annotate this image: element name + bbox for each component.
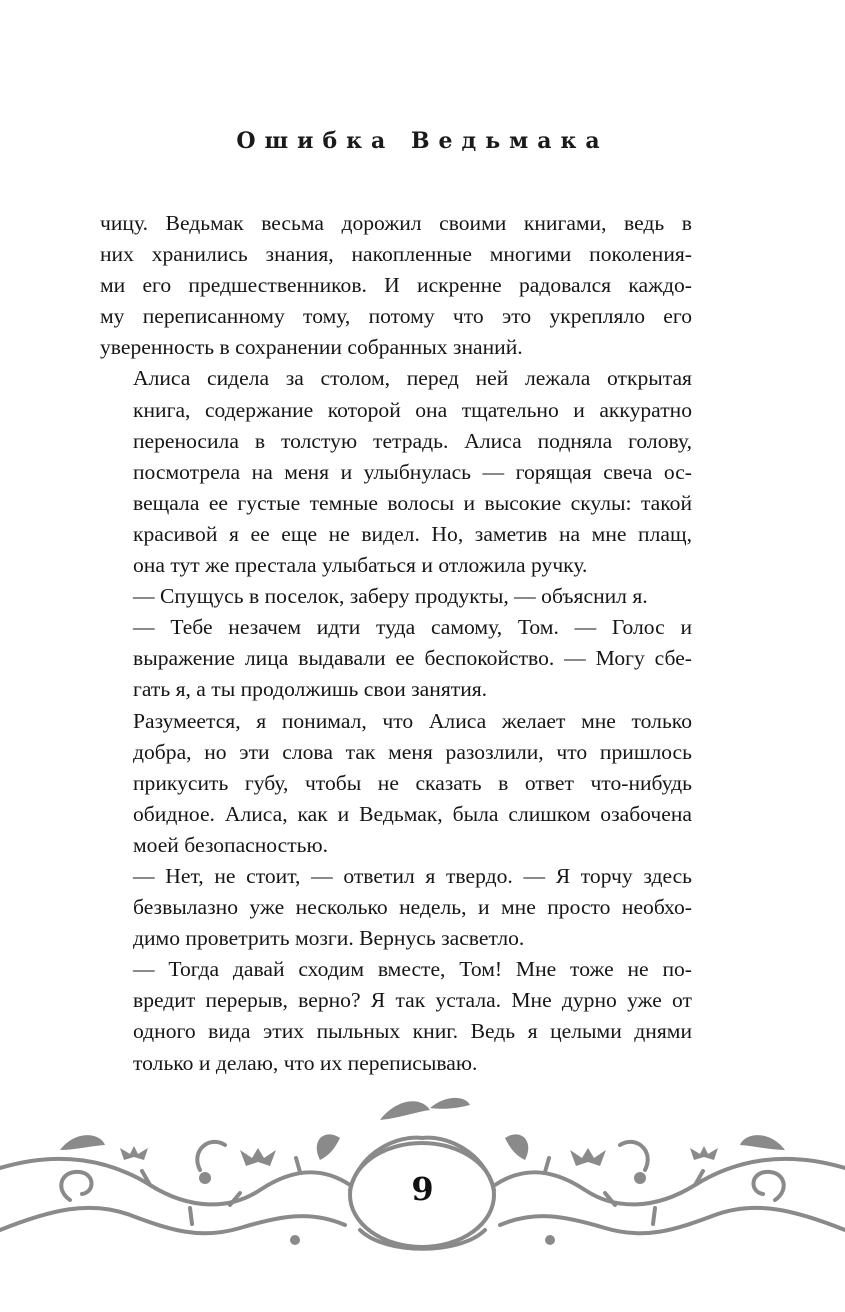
- text-line: Алиса сидела за столом, перед ней лежала открытая: [133, 366, 692, 391]
- paragraph: [100, 363, 692, 581]
- paragraph: [100, 706, 692, 861]
- paragraph: [100, 612, 692, 705]
- text-line: уверенность в сохранении собранных знаний.: [100, 335, 523, 360]
- text-line: безвылазно уже несколько недель, и мне просто необхо-: [133, 895, 692, 920]
- text-line: чицу. Ведьмак весьма дорожил своими книгами, ведь в: [100, 211, 692, 235]
- paragraph: [100, 208, 692, 363]
- paragraph: [100, 954, 692, 1078]
- text-line: му переписанному тому, потому что это укрепляло его: [100, 304, 692, 329]
- text-line: обидное. Алиса, как и Ведьмак, была слишком озабочена: [133, 801, 692, 826]
- text-line: моей безопасностью.: [133, 832, 329, 857]
- paragraph: [100, 861, 692, 954]
- text-line: одного вида этих пыльных книг. Ведь я целыми днями: [133, 1019, 692, 1044]
- paragraph: [100, 581, 692, 612]
- text-line: — Тогда давай сходим вместе, Том! Мне тоже не по-: [133, 957, 692, 982]
- text-line: книга, содержание которой она тщательно и аккуратно: [133, 397, 692, 422]
- text-line: вещала ее густые темные волосы и высокие скулы: такой: [133, 490, 692, 515]
- body-text: [100, 208, 692, 1079]
- text-line: красивой я ее еще не видел. Но, заметив на мне плащ,: [133, 521, 692, 546]
- text-line: вредит перерыв, верно? Я так устала. Мне дурно уже от: [133, 988, 692, 1013]
- text-line: — Тебе незачем идти туда самому, Том. — Голос и: [133, 615, 692, 640]
- text-line: димо проветрить мозги. Вернусь засветло.: [133, 926, 525, 951]
- text-line: Разумеется, я понимал, что Алиса желает мне только: [133, 708, 692, 733]
- text-line: гать я, а ты продолжишь свои занятия.: [133, 677, 488, 702]
- page-number: 9: [411, 1170, 434, 1208]
- text-line: них хранились знания, накопленные многими поколения-: [100, 242, 692, 267]
- text-line: добра, но эти слова так меня разозлили, что пришлось: [133, 739, 692, 764]
- text-line: прикусить губу, чтобы не сказать в ответ что-нибудь: [133, 770, 692, 795]
- text-line: ми его предшественников. И искренне радовался каждо-: [100, 273, 692, 298]
- text-line: только и делаю, что их переписываю.: [133, 1050, 478, 1075]
- text-line: посмотрела на меня и улыбнулась — горящая свеча ос-: [133, 459, 692, 484]
- text-line: выражение лица выдавали ее беспокойство. — Могу сбе-: [133, 646, 692, 671]
- text-line: она тут же престала улыбаться и отложила ручку.: [133, 553, 588, 578]
- text-line: переносила в толстую тетрадь. Алиса подняла голову,: [133, 428, 692, 453]
- text-line: — Нет, не стоит, — ответил я твердо. — Я торчу здесь: [133, 863, 692, 888]
- running-title: Ошибка Ведьмака: [236, 128, 609, 154]
- text-line: — Спущусь в поселок, заберу продукты, — объяснил я.: [133, 584, 648, 609]
